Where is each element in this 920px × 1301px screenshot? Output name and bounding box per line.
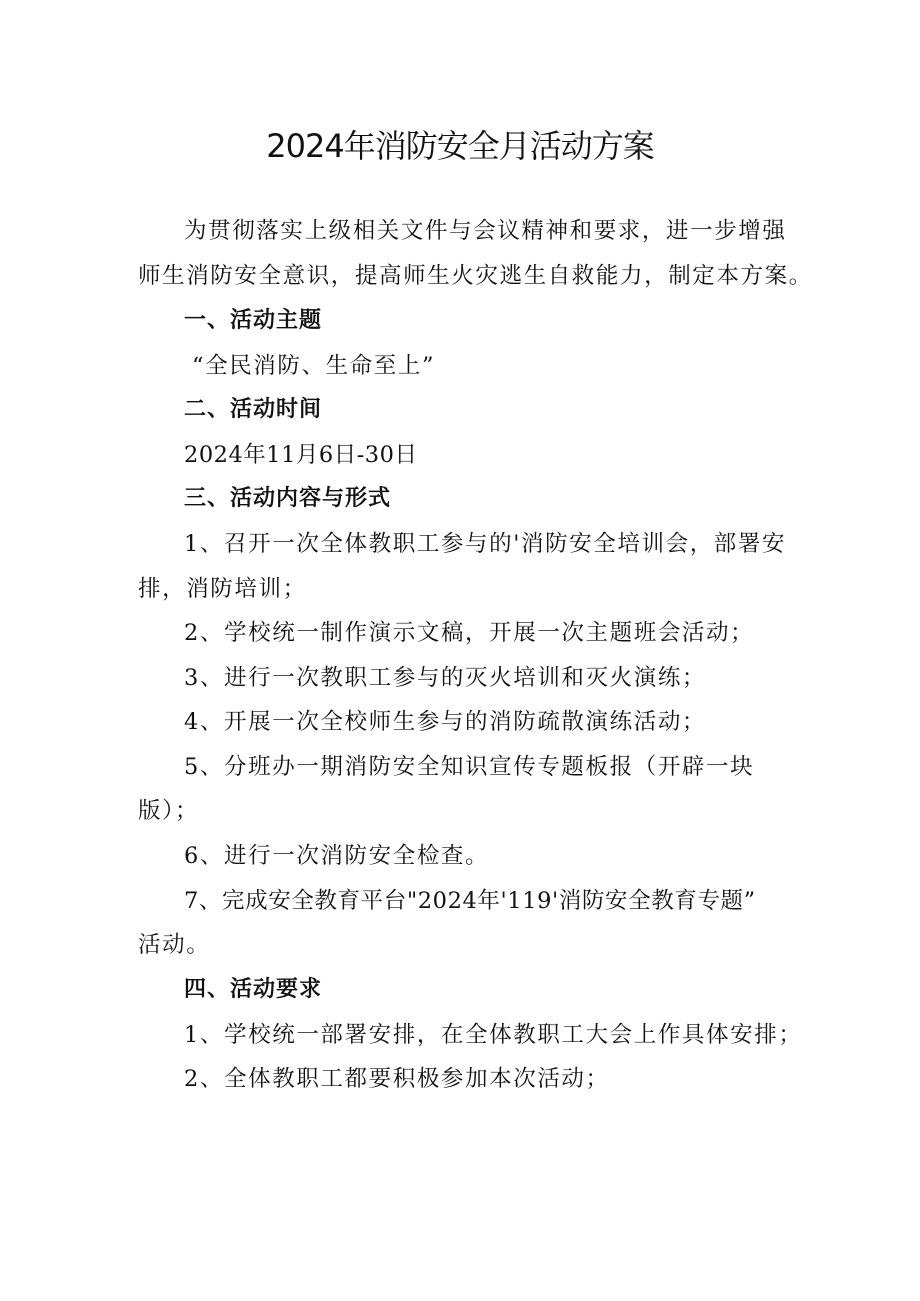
- content-item-1-line-2: 排，消防培训；: [138, 576, 307, 602]
- document-title: 2024年消防安全月活动方案: [266, 127, 654, 165]
- content-item-7-line-1: 7、完成安全教育平台"2024年'119'消防安全教育专题”: [184, 888, 756, 914]
- content-item-3: 3、进行一次教职工参与的灭火培训和灭火演练；: [184, 665, 707, 691]
- content-item-2: 2、学校统一制作演示文稿，开展一次主题班会活动；: [184, 620, 755, 646]
- content-item-5-line-1: 5、分班办一期消防安全知识宣传专题板报（开辟一块: [184, 754, 755, 780]
- content-item-7-line-2: 活动。: [138, 932, 211, 958]
- time-text: 2024年11月6日-30日: [184, 442, 418, 468]
- section-heading-theme: 一、活动主题: [184, 308, 323, 333]
- theme-text: “全民消防、生命至上”: [192, 353, 436, 379]
- intro-line-1: 为贯彻落实上级相关文件与会议精神和要求，进一步增强: [184, 218, 787, 244]
- content-item-1-line-1: 1、召开一次全体教职工参与的'消防安全培训会，部署安: [184, 531, 787, 557]
- section-heading-requirements: 四、活动要求: [184, 977, 323, 1002]
- section-heading-time: 二、活动时间: [184, 397, 323, 422]
- content-item-5-line-2: 版）；: [138, 798, 200, 824]
- content-item-6: 6、进行一次消防安全检查。: [184, 843, 490, 869]
- requirement-item-1: 1、学校统一部署安排，在全体教职工大会上作具体安排；: [184, 1022, 803, 1048]
- intro-line-2: 师生消防安全意识，提高师生火灾逃生自救能力，制定本方案。: [138, 263, 813, 289]
- content-item-4: 4、开展一次全校师生参与的消防疏散演练活动；: [184, 709, 707, 735]
- requirement-item-2: 2、全体教职工都要积极参加本次活动；: [184, 1066, 610, 1092]
- section-heading-content: 三、活动内容与形式: [184, 486, 392, 511]
